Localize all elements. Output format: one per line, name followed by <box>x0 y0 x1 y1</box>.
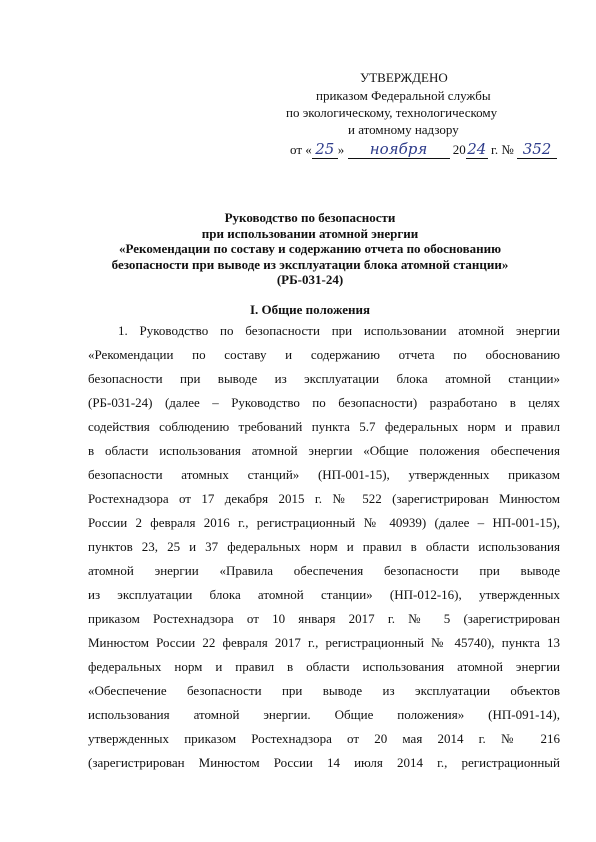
body-line: Минюстом России 22 февраля 2017 г., регистрационный № 45740), пункта 13 <box>88 635 560 650</box>
title-line-1: Руководство по безопасности <box>224 210 396 225</box>
body-line: использования атомной энергии. Общие положения» (НП-091-14), <box>88 707 560 722</box>
body-line: атомной энергии «Правила обеспечения безопасности при выводе <box>88 563 560 578</box>
order-month: ноября <box>348 140 450 159</box>
title-line-4: безопасности при выводе из эксплуатации блока атомной станции» <box>111 256 509 272</box>
approval-heading: УТВЕРЖДЕНО <box>360 70 448 85</box>
body-line: (РБ-031-24) (далее – Руководство по безопасности) разработано в целях <box>88 395 560 410</box>
body-line: Ростехнадзора от 17 декабря 2015 г. № 522 (зарегистрирован Минюстом <box>88 491 560 506</box>
body-line: безопасности при выводе из эксплуатации блока атомной станции» <box>88 371 560 386</box>
body-line: утвержденных приказом Ростехнадзора от 20 мая 2014 г. № 216 <box>88 731 560 746</box>
order-year-unit: г. № <box>491 142 514 157</box>
body-line: приказом Ростехнадзора от 10 января 2017 г. № 5 (зарегистрирован <box>88 611 560 626</box>
body-line: (зарегистрирован Минюстом России 14 июля 2014 г., регистрационный <box>88 755 560 770</box>
document-title <box>60 210 560 288</box>
order-date-number-line <box>290 140 557 159</box>
order-after-day: » <box>337 142 345 157</box>
order-number: 352 <box>517 140 557 159</box>
body-line: России 2 февраля 2016 г., регистрационный № 40939) (далее – НП-001-15), <box>88 515 560 530</box>
order-day: 25 <box>312 140 338 159</box>
approval-line-2: по экологическому, технологическому <box>286 105 498 120</box>
approval-line-3: и атомному надзору <box>348 122 459 137</box>
title-line-2: при использовании атомной энергии <box>201 225 419 241</box>
body-line: содействия соблюдению требований пункта 5.7 федеральных норм и правил <box>88 419 560 434</box>
body-line: из эксплуатации блока атомной станции» (НП-012-16), утвержденных <box>88 587 560 602</box>
body-line: федеральных норм и правил в области использования атомной энергии <box>88 659 560 674</box>
body-line: безопасности атомных станций» (НП-001-15), утвержденных приказом <box>88 467 560 482</box>
body-line: в области использования атомной энергии «Общие положения обеспечения <box>88 443 560 458</box>
approval-line-1: приказом Федеральной службы <box>316 88 491 103</box>
body-line: «Обеспечение безопасности при выводе из эксплуатации объектов <box>88 683 560 698</box>
body-line: 1. Руководство по безопасности при использовании атомной энергии <box>118 323 560 338</box>
body-line: «Рекомендации по составу и содержанию отчета по обоснованию <box>88 347 560 362</box>
title-line-5: (РБ-031-24) <box>276 272 344 287</box>
body-text <box>88 319 560 775</box>
title-line-3: «Рекомендации по составу и содержанию отчета по обоснованию <box>118 241 502 256</box>
order-year-suffix: 24 <box>467 140 487 158</box>
section-heading: I. Общие положения <box>250 302 370 317</box>
order-prefix: от « <box>290 142 312 157</box>
order-year-prefix: 20 <box>452 142 466 157</box>
body-line: пунктов 23, 25 и 37 федеральных норм и правил в области использования <box>88 539 560 554</box>
